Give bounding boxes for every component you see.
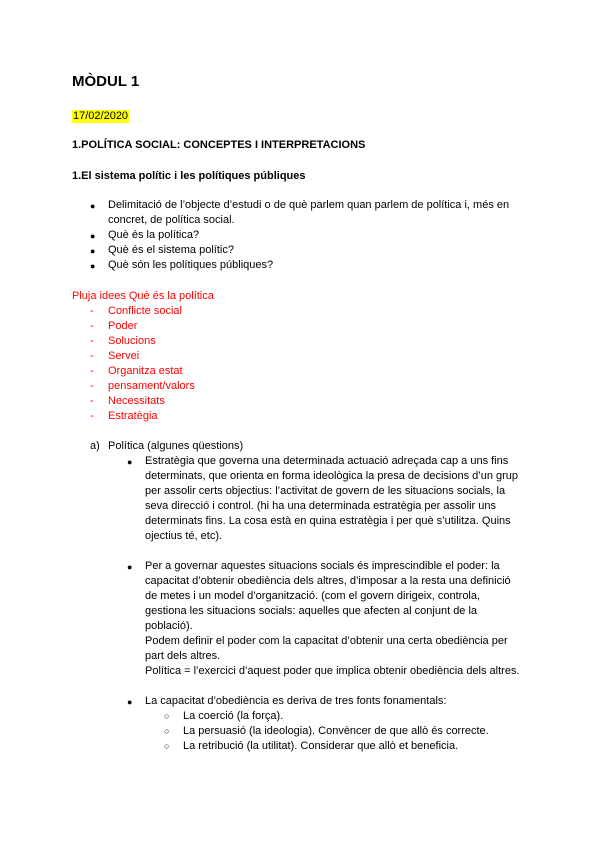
paragraph-line: determinats, que orienta en forma ideològica la presa de decisions d’un grup — [145, 470, 519, 482]
bullet-dot-icon: ● — [90, 261, 96, 271]
list-item: Organitza estat — [108, 365, 183, 377]
paragraph-line: Per a governar aquestes situacions socials és imprescindible el poder: la — [145, 560, 500, 572]
dash-icon: - — [90, 380, 94, 392]
dash-icon: - — [90, 320, 94, 332]
subsection-heading: 1.El sistema polític i les polítiques públiques — [72, 170, 306, 182]
list-item: Què és la política? — [108, 229, 200, 241]
list-item: La coerció (la força). — [183, 710, 284, 722]
paragraph-line: de metes i un model d’organització. (com el govern dirigeix, controla, — [145, 590, 481, 602]
dash-icon: - — [90, 305, 94, 317]
paragraph-line: per assolir certs objectius: l’activitat de govern de les situacions socials, la — [145, 485, 506, 497]
section-heading: 1.POLÍTICA SOCIAL: CONCEPTES I INTERPRETACIONS — [72, 139, 366, 151]
paragraph-line: seva direcció i control. (hi ha una determinada estratègia per assolir uns — [145, 500, 496, 512]
dash-icon: - — [90, 350, 94, 362]
paragraph-line: Política = l’exercici d’aquest poder que implica obtenir obediència dels altres. — [145, 665, 520, 677]
paragraph-line: Podem definir el poder com la capacitat d’obtenir una certa obediència per — [145, 635, 508, 647]
brainstorm-title: Pluja idees Què és la política — [72, 290, 214, 302]
bullet-dot-icon: ● — [127, 457, 133, 467]
paragraph-line: ojectius té, etc). — [145, 530, 223, 542]
list-item: Servei — [108, 350, 140, 362]
bullet-dot-icon: ● — [127, 562, 133, 572]
list-item: Què són les polítiques públiques? — [108, 259, 274, 271]
list-item: Delimitació de l’objecte d’estudi o de què parlem quan parlem de política i, més en — [108, 199, 510, 211]
hollow-bullet-icon: ○ — [164, 726, 170, 736]
list-item: pensament/valors — [108, 380, 195, 392]
list-item: Estratègia — [108, 410, 158, 422]
list-item: Què és el sistema polític? — [108, 244, 234, 256]
bullet-dot-icon: ● — [90, 231, 96, 241]
paragraph-line: Estratègia que governa una determinada actuació adreçada cap a uns fins — [145, 455, 509, 467]
hollow-bullet-icon: ○ — [164, 741, 170, 751]
bullet-dot-icon: ● — [90, 201, 96, 211]
paragraph-line: població). — [145, 620, 193, 632]
bullet-dot-icon: ● — [127, 697, 133, 707]
paragraph-line: capacitat d’obtenir obediència dels altres, d’imposar a la resta una definició — [145, 575, 511, 587]
bullet-dot-icon: ● — [90, 246, 96, 256]
dash-icon: - — [90, 395, 94, 407]
list-item: concret, de política social. — [108, 214, 235, 226]
dash-icon: - — [90, 410, 94, 422]
section-a-label: a) — [90, 440, 100, 452]
list-item: Solucions — [108, 335, 156, 347]
document-title: MÒDUL 1 — [72, 73, 140, 90]
list-item: Conflicte social — [108, 305, 182, 317]
dash-icon: - — [90, 335, 94, 347]
paragraph-line: gestiona les situacions socials: aquelles que afecten al conjunt de la — [145, 605, 478, 617]
list-item: La retribució (la utilitat). Considerar que allò et beneficia. — [183, 740, 459, 752]
section-a-title: Política (algunes qüestions) — [108, 440, 244, 452]
list-item: Necessitats — [108, 395, 165, 407]
paragraph-line: La capacitat d’obediència es deriva de tres fonts fonamentals: — [145, 695, 447, 707]
list-item: Poder — [108, 320, 138, 332]
paragraph-line: determinats fins. La cosa està en quina estratègia i per què s’utilitza. Quins — [145, 515, 511, 527]
date-highlight: 17/02/2020 — [73, 110, 129, 122]
dash-icon: - — [90, 365, 94, 377]
hollow-bullet-icon: ○ — [164, 711, 170, 721]
list-item: La persuasió (la ideologia). Convèncer de que allò és correcte. — [183, 725, 489, 737]
paragraph-line: part dels altres. — [145, 650, 221, 662]
